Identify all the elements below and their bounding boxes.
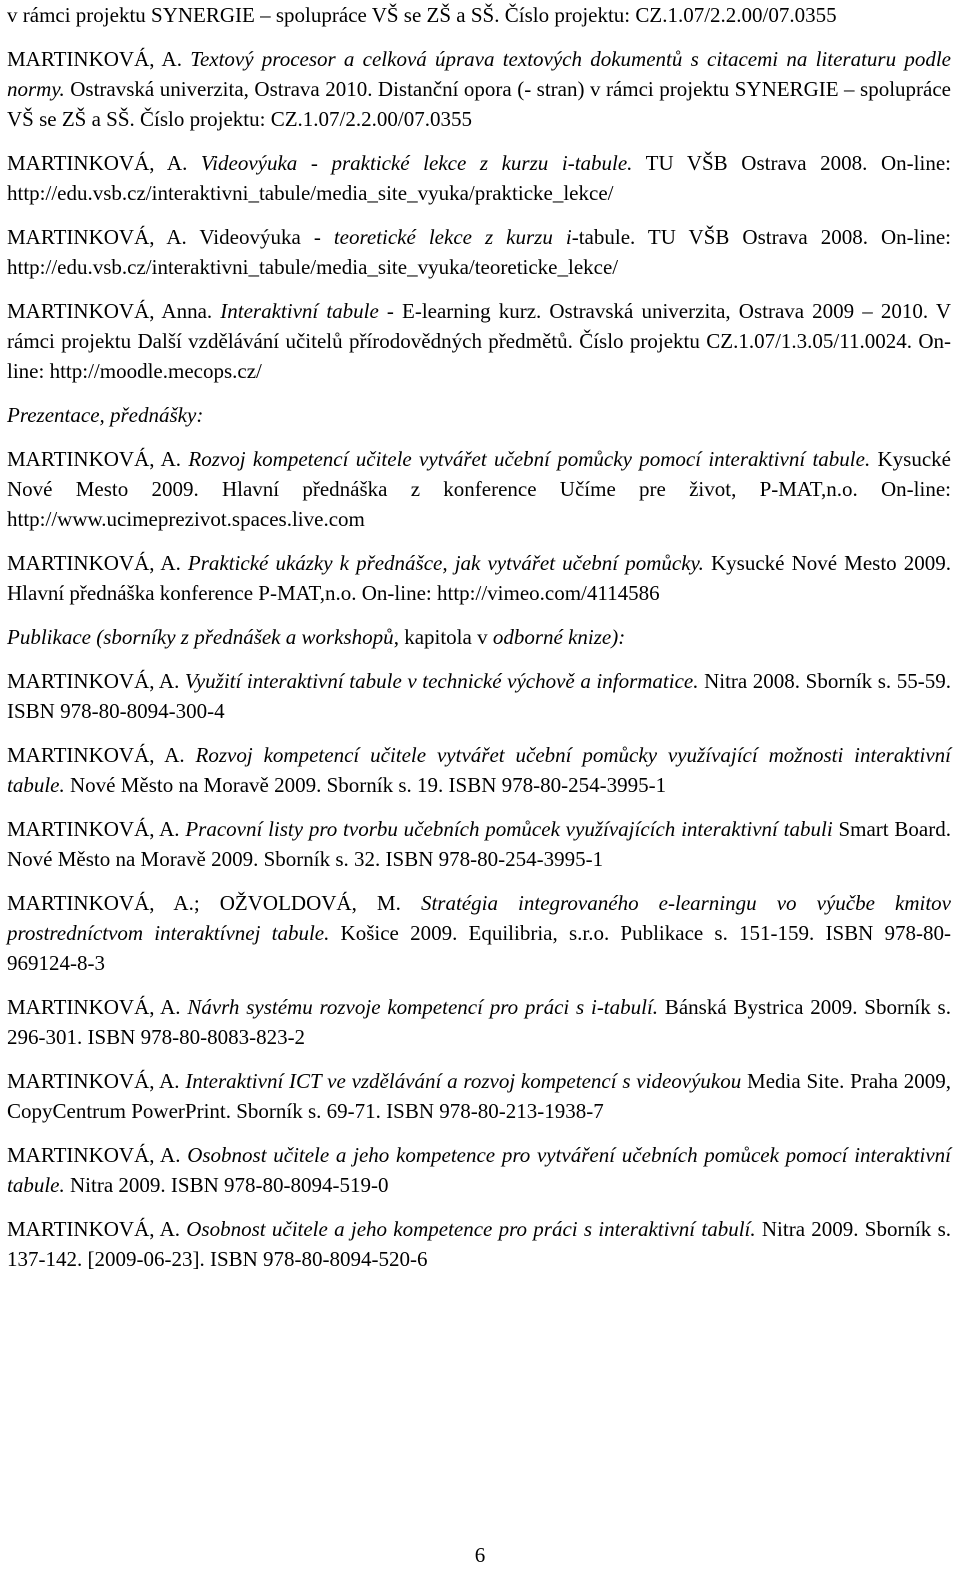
reference-author: MARTINKOVÁ, A.: [7, 447, 189, 471]
reference-author: MARTINKOVÁ, A.: [7, 1069, 186, 1093]
reference-entry: [7, 666, 951, 726]
reference-author: MARTINKOVÁ, A.; OŽVOLDOVÁ, M.: [7, 891, 421, 915]
reference-entry: [7, 296, 951, 386]
reference-author: MARTINKOVÁ, A.: [7, 47, 191, 71]
reference-details: Nitra 2008. Sborník s. 55-59. ISBN 978-80-8094-300-4: [7, 669, 951, 723]
section-heading-presentations: Prezentace, přednášky:: [7, 403, 204, 427]
heading-part: odborné knize):: [492, 625, 626, 649]
reference-details: Nitra 2009. Sborník s. 137-142. [2009-06-23]. ISBN 978-80-8094-520-6: [7, 1217, 951, 1271]
reference-text: v rámci projektu SYNERGIE – spolupráce VŠ se ZŠ a SŠ. Číslo projektu: CZ.1.07/2.2.00/07.0355: [7, 3, 837, 27]
reference-details: Kysucké Nové Mesto 2009. Hlavní přednáška z konference Učíme pre život, P-MAT,n.o. On-line: http://www.ucimeprezivot.spaces.live.com: [7, 447, 951, 531]
reference-entry: [7, 1214, 951, 1274]
reference-entry: [7, 1066, 951, 1126]
reference-title: Interaktivní tabule: [220, 299, 379, 323]
reference-details: TU VŠB Ostrava 2008. On-line: http://edu.vsb.cz/interaktivni_tabule/media_site_vyuka/prakticke_lekce/: [7, 151, 951, 205]
section-heading-publications: [7, 622, 951, 652]
reference-details: - E-learning kurz. Ostravská univerzita, Ostrava 2009 – 2010. V rámci projektu Další vzdělávání učitelů přírodovědných předmětů. Číslo projektu CZ.1.07/1.3.05/11.0024. On-line: http://moodle.mecops.cz/: [7, 299, 952, 383]
reference-details: Nitra 2009. ISBN 978-80-8094-519-0: [64, 1173, 389, 1197]
reference-author: MARTINKOVÁ, A. Videovýuka: [7, 225, 314, 249]
reference-title: Osobnost učitele a jeho kompetence pro práci s interaktivní tabulí.: [186, 1217, 756, 1241]
reference-entry: [7, 0, 951, 30]
reference-title: Pracovní listy pro tvorbu učebních pomůcek využívajících interaktivní tabuli: [185, 817, 833, 841]
reference-details: Kysucké Nové Mesto 2009. Hlavní přednáška konference P-MAT,n.o. On-line: http://vimeo.com/4114586: [7, 551, 951, 605]
reference-author: MARTINKOVÁ, A.: [7, 151, 201, 175]
reference-details: Ostravská univerzita, Ostrava 2010. Distanční opora (- stran) v rámci projektu SYNERGIE – spolupráce VŠ se ZŠ a SŠ. Číslo projektu: CZ.1.07/2.2.00/07.0355: [7, 77, 951, 131]
reference-author: MARTINKOVÁ, A.: [7, 995, 188, 1019]
reference-details: Košice 2009. Equilibria, s.r.o. Publikace s. 151-159. ISBN 978-80-969124-8-3: [7, 921, 951, 975]
references-publications: [7, 666, 951, 1274]
reference-title: Využití interaktivní tabule v technické výchově a informatice.: [184, 669, 699, 693]
reference-author: MARTINKOVÁ, A.: [7, 669, 185, 693]
reference-author: MARTINKOVÁ, A.: [7, 1217, 187, 1241]
heading-part: , kapitola v: [393, 625, 493, 649]
reference-details: tabule. TU VŠB Ostrava 2008. On-line: http://edu.vsb.cz/interaktivni_tabule/media_site_vyuka/teoreticke_lekce/: [7, 225, 951, 279]
reference-entry: [7, 548, 951, 608]
reference-title: Osobnost učitele a jeho kompetence pro vytváření učebních pomůcek pomocí interaktivní tabule.: [7, 1143, 952, 1197]
references-presentations: [7, 444, 951, 608]
reference-title: Videovýuka - praktické lekce z kurzu i-tabule.: [200, 151, 633, 175]
reference-details: Media Site. Praha 2009, CopyCentrum PowerPrint. Sborník s. 69-71. ISBN 978-80-213-1938-7: [7, 1069, 951, 1123]
reference-entry: [7, 992, 951, 1052]
reference-details: Bánská Bystrica 2009. Sborník s. 296-301. ISBN 978-80-8083-823-2: [7, 995, 951, 1049]
reference-author: MARTINKOVÁ, Anna.: [7, 299, 221, 323]
reference-author: MARTINKOVÁ, A.: [7, 817, 186, 841]
reference-title: Praktické ukázky k přednášce, jak vytvářet učební pomůcky.: [187, 551, 704, 575]
reference-entry: [7, 740, 951, 800]
references-top: [7, 0, 951, 386]
page-number: 6: [474, 1543, 486, 1567]
reference-details: Nové Město na Moravě 2009. Sborník s. 19. ISBN 978-80-254-3995-1: [64, 773, 667, 797]
reference-entry: [7, 888, 951, 978]
reference-title: Stratégia integrovaného e-learningu vo výučbe kmitov prostredníctvom interaktívnej tabule.: [7, 891, 952, 945]
reference-entry: [7, 444, 951, 534]
reference-entry: [7, 44, 951, 134]
heading-part: Publikace (sborníky z přednášek a workshopů: [7, 625, 394, 649]
reference-title: - teoretické lekce z kurzu i-: [313, 225, 579, 249]
reference-author: MARTINKOVÁ, A.: [7, 551, 188, 575]
reference-title: Interaktivní ICT ve vzdělávání a rozvoj kompetencí s videovýukou: [185, 1069, 742, 1093]
reference-details: Smart Board. Nové Město na Moravě 2009. Sborník s. 32. ISBN 978-80-254-3995-1: [7, 817, 951, 871]
reference-author: MARTINKOVÁ, A.: [7, 743, 196, 767]
reference-entry: [7, 1140, 951, 1200]
reference-title: Textový procesor a celková úprava textových dokumentů s citacemi na literaturu podle normy.: [7, 47, 951, 101]
reference-title: Návrh systému rozvoje kompetencí pro práci s i-tabulí.: [187, 995, 659, 1019]
reference-title: Rozvoj kompetencí učitele vytvářet učební pomůcky pomocí interaktivní tabule.: [188, 447, 871, 471]
reference-entry: [7, 148, 951, 208]
reference-title: Rozvoj kompetencí učitele vytvářet učební pomůcky využívající možnosti interaktivní tabule.: [7, 743, 951, 797]
reference-entry: [7, 222, 951, 282]
reference-author: MARTINKOVÁ, A.: [7, 1143, 188, 1167]
reference-entry: [7, 814, 951, 874]
document-page: [7, 0, 951, 1288]
